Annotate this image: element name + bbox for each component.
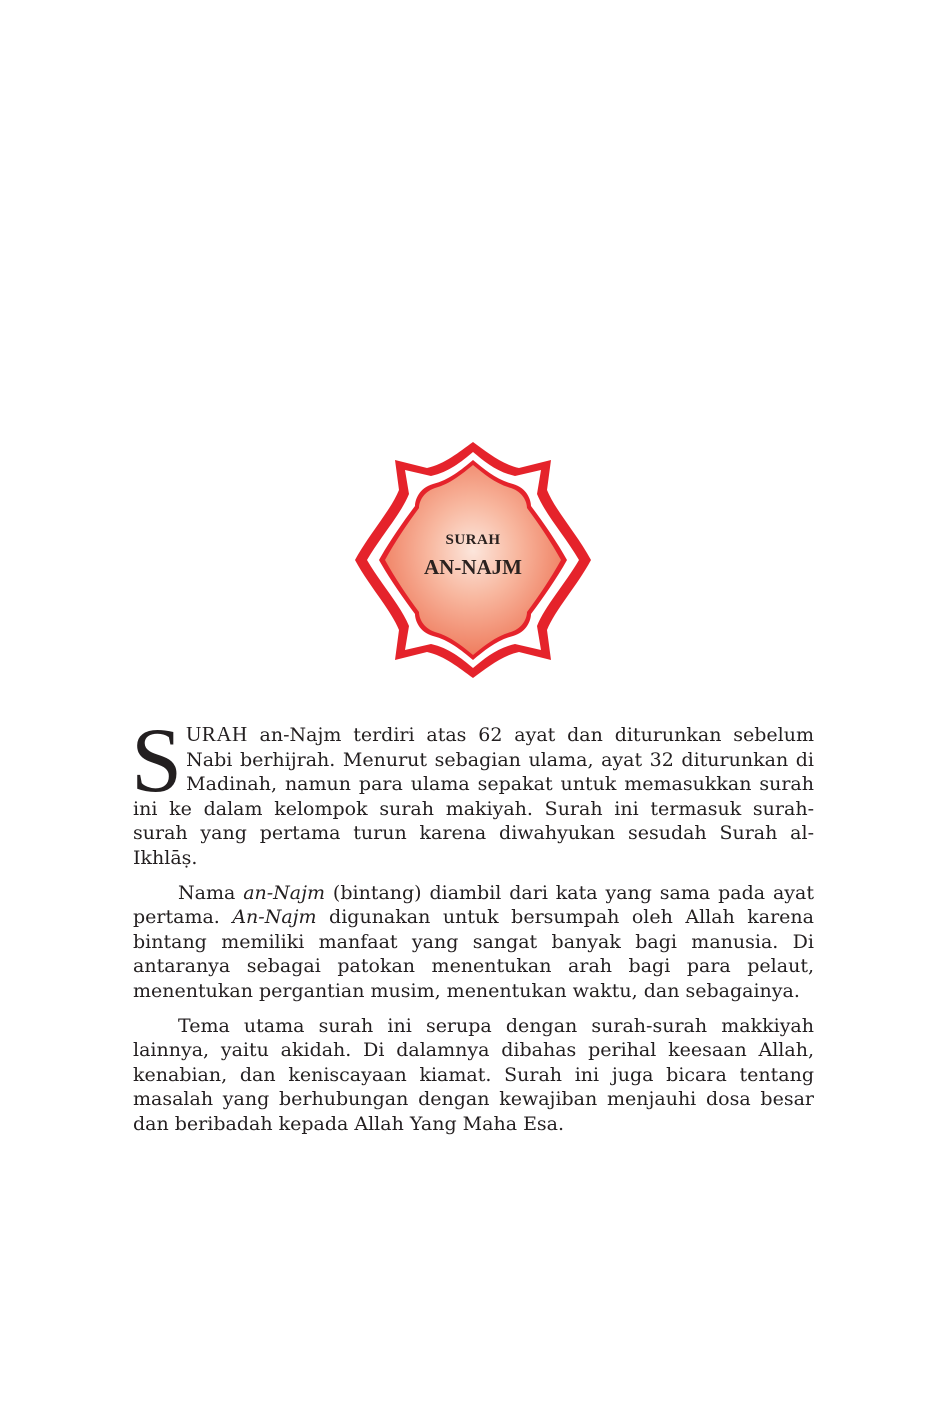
- emblem-title: [351, 438, 595, 682]
- term-an-najm-2: An-Najm: [232, 906, 317, 929]
- emblem-label-name: AN-NAJM: [424, 555, 522, 579]
- paragraph-2-text-b: (bintang) diambil dari kata yang sama pada ayat pertama.: [133, 881, 814, 929]
- paragraph-3: [133, 1014, 814, 1137]
- paragraph-2-text-c: digunakan untuk bersumpah oleh Allah karena bintang memiliki manfaat yang sangat banyak bagi manusia. Di antaranya sebagai patokan menentukan arah bagi para pelaut, menentukan pergantian musim, menentukan waktu, dan sebagainya.: [133, 906, 814, 1002]
- drop-cap: S: [131, 709, 183, 811]
- term-an-najm: an-Najm: [243, 881, 326, 904]
- paragraph-3-text: Tema utama surah ini serupa dengan surah-surah makkiyah lainnya, yaitu akidah. Di dalamnya dibahas perihal keesaan Allah, kenabian, dan keniscayaan kiamat. Surah ini juga bicara tentang masalah yang berhubungan dengan kewajiban menjauhi dosa besar dan beribadah kepada Allah Yang Maha Esa.: [133, 1014, 814, 1135]
- surah-emblem: [351, 438, 595, 682]
- paragraph-2-text-a: Nama: [178, 881, 244, 904]
- paragraph-1-text: an-Najm terdiri atas 62 ayat dan diturunkan sebelum Nabi berhijrah. Menurut sebagian ulama, ayat 32 diturunkan di Madinah, namun para ulama sepakat untuk memasukkan surah ini ke dalam kelompok surah makiyah. Surah ini termasuk surah-surah yang pertama turun karena diwahyukan sesudah Surah al-Ikhlāṣ.: [133, 724, 814, 869]
- paragraph-2: [133, 881, 814, 1004]
- body-text: [131, 709, 814, 1137]
- lead-word: URAH: [186, 722, 248, 746]
- emblem-label-surah: SURAH: [445, 532, 501, 548]
- paragraph-1: [131, 709, 814, 871]
